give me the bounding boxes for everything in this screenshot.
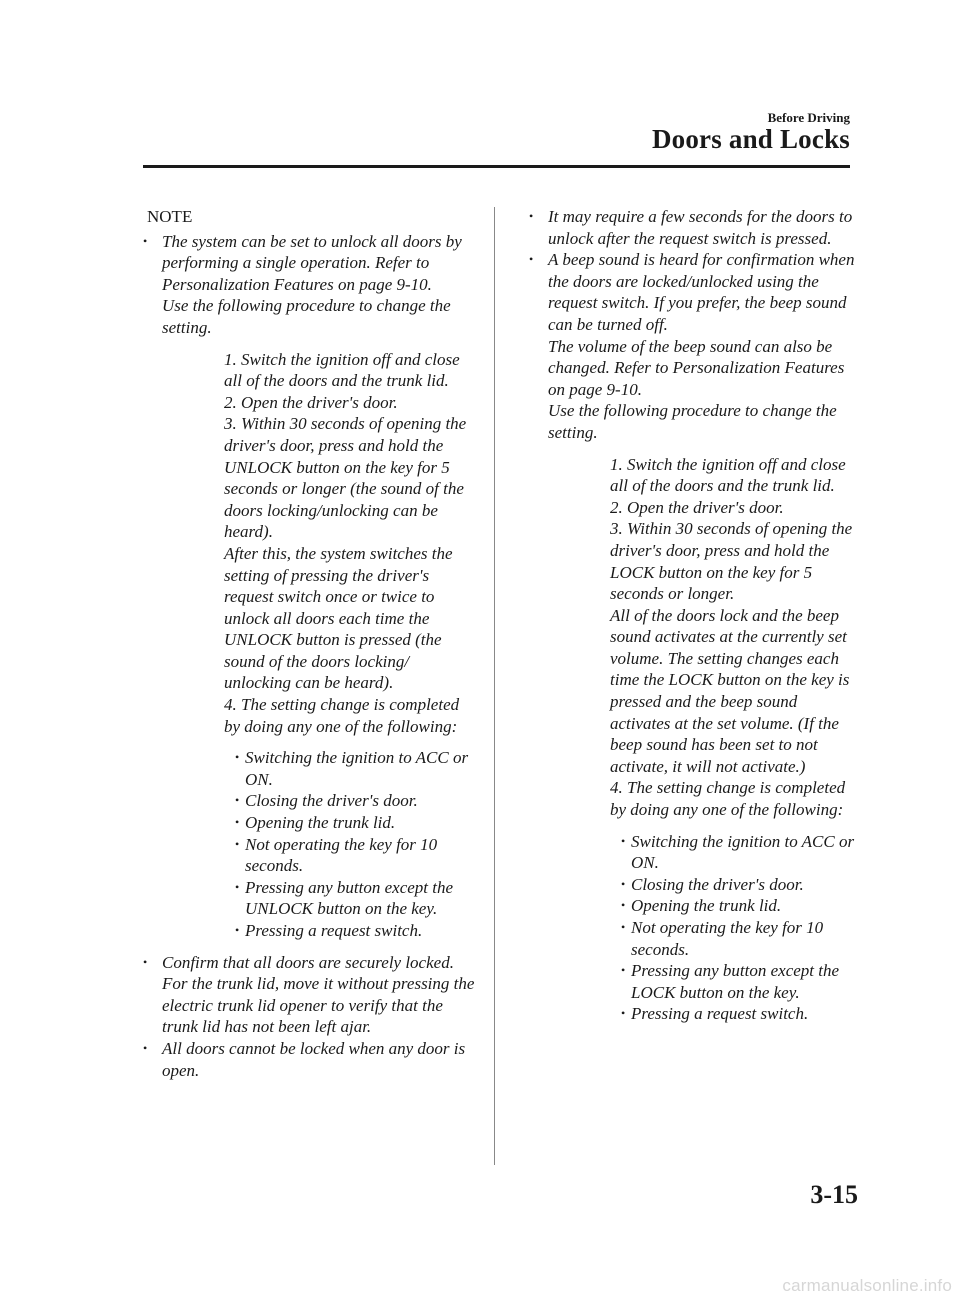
completion-option [162,747,478,790]
completion-options-list [162,747,478,941]
bullet-dot-icon: • [143,1040,148,1055]
completion-option-text: Pressing a request switch. [631,1004,809,1024]
completion-option [548,917,859,960]
bullet-dot-icon: • [235,836,240,851]
step-text: 1. Switch the ignition off and close all of the doors and the trunk lid. [610,454,846,496]
note-bullet-text: A beep sound is heard for confirmation when the doors are locked/unlocked using the request switch. If you prefer, the beep sound can be turned off. [548,250,855,334]
step-followup: All of the doors lock and the beep sound activates at the currently set volume. The setting changes each time the LOCK button on the key is pressed and the beep sound activates at the set volume. (If the beep sound has been set to not activate, it will not activate.) [610,605,850,776]
step-text: 3. Within 30 seconds of opening the driver's door, press and hold the LOCK button on the key for 5 seconds or longer. [610,519,853,604]
bullet-dot-icon: • [621,833,626,848]
completion-option [548,1003,859,1025]
header-rule [143,165,850,168]
procedure-step [548,518,859,777]
note-bullet-list [128,231,478,1082]
page-number: 3-15 [810,1180,858,1209]
bullet-dot-icon: • [621,920,626,934]
completion-option [548,831,859,874]
step-text: 1. Switch the ignition off and close all of the doors and the trunk lid. [224,349,460,391]
bullet-dot-icon: • [235,879,240,894]
note-bullet-text: The system can be set to unlock all doors by performing a single operation. Refer to Personalization Features on page 9-10. [162,231,462,294]
step-text: 4. The setting change is completed by doing any one of the following: [224,695,460,736]
completion-options-list [548,831,859,1025]
bullet-dot-icon: • [621,1006,626,1021]
step-text: 2. Open the driver's door. [224,392,398,412]
completion-option [162,877,478,920]
note-bullet-list [514,206,859,1025]
note-bullet-text: All doors cannot be locked when any door is open. [162,1038,466,1080]
bullet-dot-icon: • [143,954,148,969]
completion-option [162,920,478,942]
bullet-dot-icon: • [621,898,626,913]
completion-option [548,960,859,1003]
completion-option [548,874,859,896]
column-divider [494,207,495,1165]
procedure-step [548,777,859,820]
procedure-step [162,694,478,737]
procedure-step [162,349,478,392]
section-label: Before Driving [767,110,850,125]
completion-option-text: Pressing any button except the UNLOCK button on the key. [245,877,454,919]
procedure-step [162,392,478,414]
completion-option-text: Switching the ignition to ACC or ON. [631,831,855,873]
completion-option [162,790,478,812]
completion-option-text: Opening the trunk lid. [245,813,396,833]
left-column [128,206,478,1081]
chapter-title: Doors and Locks [651,124,850,154]
completion-option-text: Not operating the key for 10 seconds. [245,834,438,876]
step-text: 3. Within 30 seconds of opening the driver's door, press and hold the UNLOCK button on the key for 5 seconds or longer (the sound of the doors locking/unlocking can be heard). [224,414,467,542]
note-bullet-followup: The volume of the beep sound can also be changed. Refer to Personalization Features on page 9-10. [548,336,845,399]
completion-option-text: Closing the driver's door. [631,874,804,894]
note-bullet [128,952,478,1038]
bullet-dot-icon: • [529,209,534,223]
bullet-dot-icon: • [235,923,240,937]
completion-option-text: Closing the driver's door. [245,791,418,811]
completion-option [548,895,859,917]
note-bullet-text: It may require a few seconds for the doors to unlock after the request switch is pressed. [548,207,853,248]
completion-option [162,812,478,834]
procedure-steps [162,349,478,738]
procedure-step [548,454,859,497]
completion-option-text: Pressing any button except the LOCK button on the key. [631,961,840,1002]
completion-option [162,834,478,877]
bullet-dot-icon: • [621,963,626,978]
note-bullet [514,206,859,249]
bullet-dot-icon: • [621,876,626,891]
completion-option-text: Opening the trunk lid. [631,896,782,916]
watermark-link[interactable]: carmanualsonline.info [782,1276,952,1295]
bullet-dot-icon: • [235,750,240,765]
completion-option-text: Not operating the key for 10 seconds. [631,918,824,959]
note-bullet-followup: Use the following procedure to change the setting. [548,401,837,442]
completion-option-text: Switching the ignition to ACC or ON. [245,748,469,789]
step-text: 4. The setting change is completed by doing any one of the following: [610,778,846,820]
note-bullet [514,249,859,1025]
right-column [514,206,859,1035]
note-heading: NOTE [147,207,193,226]
procedure-step [162,413,478,694]
bullet-dot-icon: • [529,252,534,267]
note-bullet [128,1038,478,1081]
bullet-dot-icon: • [235,815,240,830]
note-bullet-followup: Use the following procedure to change the setting. [162,296,451,337]
note-bullet [128,231,478,942]
procedure-steps [548,454,859,821]
note-bullet-followup: For the trunk lid, move it without pressing the electric trunk lid opener to verify that the trunk lid has not been left ajar. [162,974,475,1037]
completion-option-text: Pressing a request switch. [245,921,423,940]
step-followup: After this, the system switches the setting of pressing the driver's request switch once or twice to unlock all doors each time the UNLOCK button is pressed (the sound of the doors locking/ unlocking can be heard). [224,543,453,693]
bullet-dot-icon: • [235,793,240,808]
note-bullet-text: Confirm that all doors are securely locked. [162,952,454,972]
procedure-step [548,497,859,519]
bullet-dot-icon: • [143,233,148,248]
step-text: 2. Open the driver's door. [610,497,784,517]
